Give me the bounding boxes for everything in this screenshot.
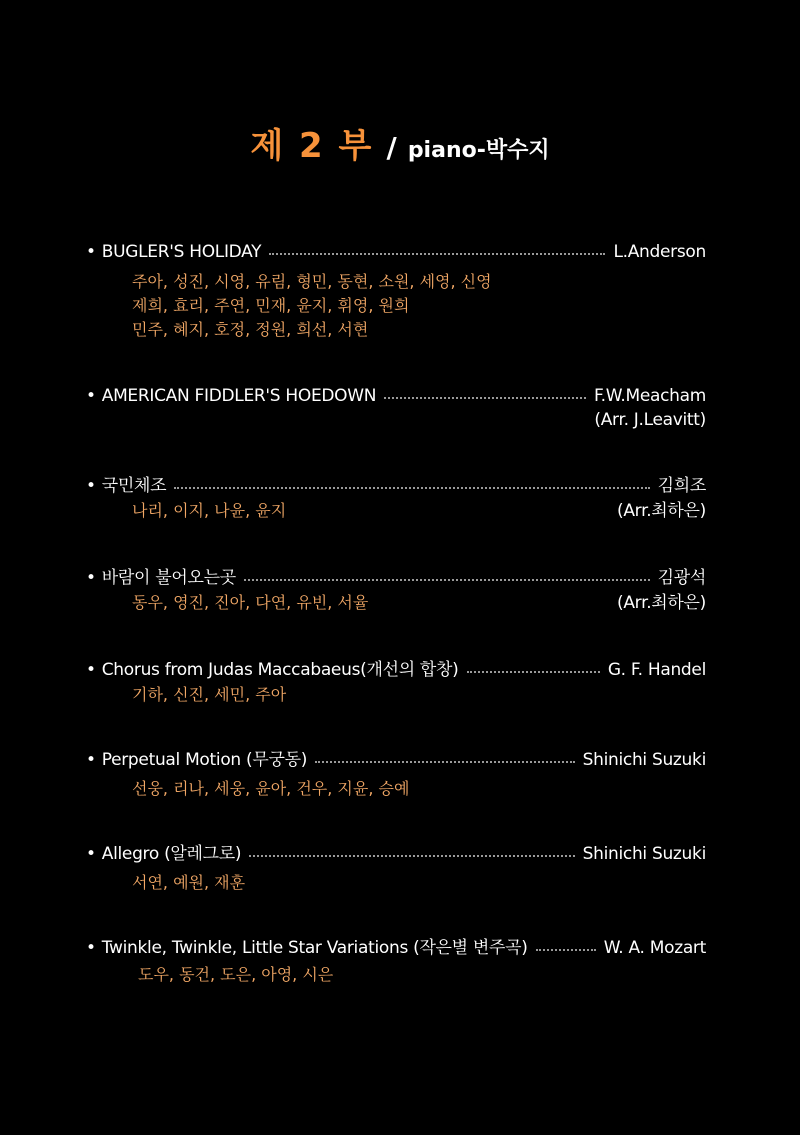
item-line bbox=[86, 740, 706, 770]
composer: Shinichi Suzuki bbox=[582, 750, 706, 770]
performer-arranger-row bbox=[86, 588, 706, 618]
program-item-gukmin bbox=[86, 466, 706, 526]
performer-row bbox=[86, 960, 706, 990]
bullet: • bbox=[86, 242, 96, 262]
bullet: • bbox=[86, 476, 96, 496]
performers-line: 나리, 이지, 나윤, 윤지 bbox=[132, 501, 287, 520]
composer: F.W.Meacham bbox=[593, 386, 706, 406]
dot-leader bbox=[249, 855, 574, 857]
item-line bbox=[86, 834, 706, 864]
performers-line: 서연, 예원, 재훈 bbox=[132, 873, 246, 892]
composer: Shinichi Suzuki bbox=[582, 844, 706, 864]
part-title: 제 2 부 bbox=[250, 126, 374, 166]
performers-line: 민주, 혜지, 호정, 정원, 희선, 서현 bbox=[132, 320, 369, 339]
program-item-judas bbox=[86, 650, 706, 710]
composer: 김광석 bbox=[657, 568, 706, 588]
composer: G. F. Handel bbox=[607, 660, 706, 680]
composer: W. A. Mozart bbox=[603, 938, 706, 958]
program-item-hoedown bbox=[86, 376, 706, 434]
piece-title: Twinkle, Twinkle, Little Star Variations (작은별 변주곡) bbox=[101, 938, 528, 958]
dot-leader bbox=[174, 487, 649, 489]
dot-leader bbox=[384, 397, 586, 399]
dot-leader bbox=[315, 761, 575, 763]
program-item-perpetual bbox=[86, 740, 706, 804]
bullet: • bbox=[86, 750, 96, 770]
performer-row bbox=[86, 774, 706, 804]
piece-title: 바람이 불어오는곳 bbox=[101, 568, 236, 588]
item-line bbox=[86, 466, 706, 496]
composer: 김희조 bbox=[657, 476, 706, 496]
program-heading bbox=[0, 118, 800, 167]
piece-title: Perpetual Motion (무궁동) bbox=[101, 750, 308, 770]
performers-line: 제희, 효리, 주연, 민재, 윤지, 휘영, 원희 bbox=[132, 296, 410, 315]
composer: L.Anderson bbox=[613, 242, 706, 262]
performers-line: 주아, 성진, 시영, 유림, 형민, 동현, 소원, 세영, 신영 bbox=[132, 272, 492, 291]
performers-line: 동우, 영진, 진아, 다연, 유빈, 서율 bbox=[132, 593, 369, 612]
performers-line: 기하, 신진, 세민, 주아 bbox=[132, 685, 287, 704]
item-line bbox=[86, 376, 706, 406]
dot-leader bbox=[536, 949, 596, 951]
arranger: (Arr.최하은) bbox=[617, 593, 706, 613]
dot-leader bbox=[244, 579, 650, 581]
arranger: (Arr. J.Leavitt) bbox=[594, 410, 706, 430]
bullet: • bbox=[86, 568, 96, 588]
performer-row bbox=[86, 868, 706, 898]
piece-title: AMERICAN FIDDLER'S HOEDOWN bbox=[101, 386, 377, 406]
piece-title: BUGLER'S HOLIDAY bbox=[101, 242, 262, 262]
heading-slash: / bbox=[386, 131, 397, 164]
dot-leader bbox=[467, 671, 600, 673]
program-item-bugler bbox=[86, 232, 706, 342]
piece-title: Chorus from Judas Maccabaeus(개선의 합창) bbox=[101, 660, 459, 680]
performer-list bbox=[86, 262, 706, 342]
arranger: (Arr.최하은) bbox=[617, 501, 706, 521]
item-line bbox=[86, 232, 706, 262]
item-line bbox=[86, 558, 706, 588]
program-item-twinkle bbox=[86, 928, 706, 990]
program-item-baram bbox=[86, 558, 706, 618]
program-item-allegro bbox=[86, 834, 706, 898]
bullet: • bbox=[86, 844, 96, 864]
performer-arranger-row bbox=[86, 496, 706, 526]
part-subtitle: piano-박수지 bbox=[407, 138, 550, 163]
item-line bbox=[86, 928, 706, 958]
bullet: • bbox=[86, 938, 96, 958]
piece-title: Allegro (알레그로) bbox=[101, 844, 242, 864]
performers-line: 도우, 동건, 도은, 아영, 시은 bbox=[138, 965, 334, 984]
bullet: • bbox=[86, 660, 96, 680]
dot-leader bbox=[269, 253, 605, 255]
item-line bbox=[86, 650, 706, 680]
piece-title: 국민체조 bbox=[101, 476, 167, 496]
performers-line: 선웅, 리나, 세웅, 윤아, 건우, 지윤, 승예 bbox=[132, 779, 410, 798]
bullet: • bbox=[86, 386, 96, 406]
performer-row bbox=[86, 680, 706, 710]
program-list bbox=[86, 232, 706, 1012]
